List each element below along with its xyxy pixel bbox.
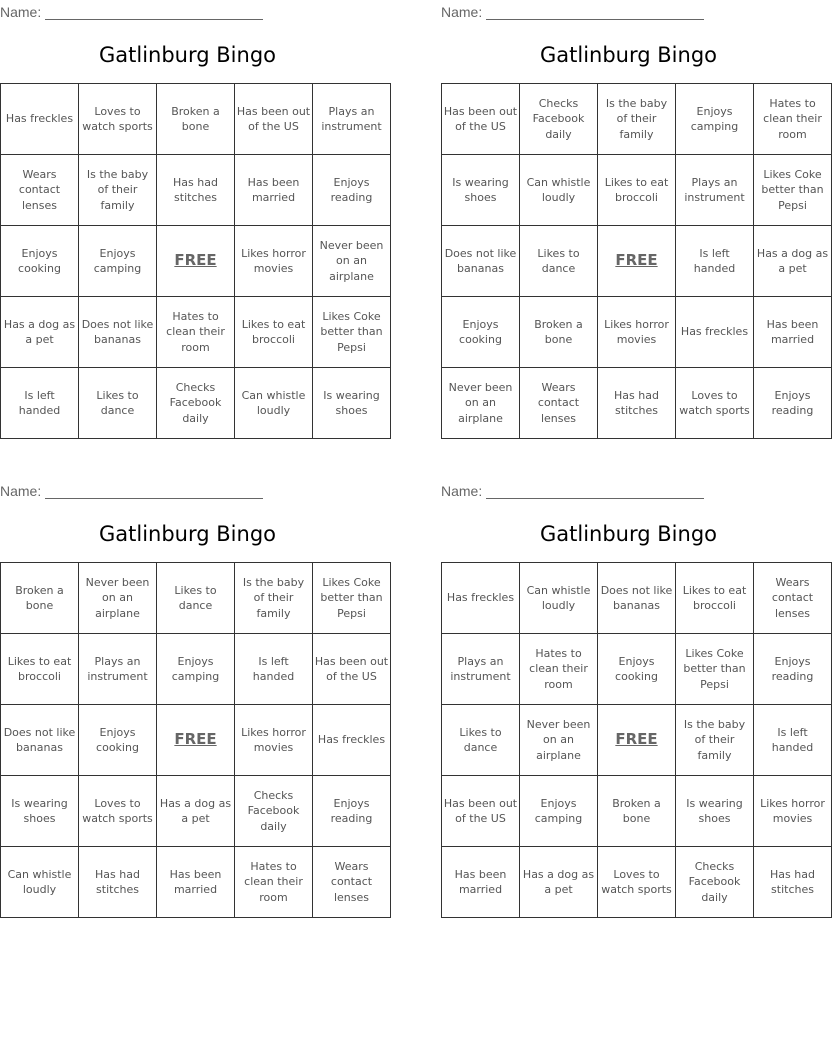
bingo-cell: Enjoys cooking	[442, 297, 520, 368]
bingo-cell: Can whistle loudly	[1, 847, 79, 918]
name-field	[0, 2, 263, 20]
bingo-cell: Loves to watch sports	[79, 776, 157, 847]
bingo-row	[442, 705, 832, 776]
bingo-cell: Broken a bone	[1, 563, 79, 634]
name-field	[0, 481, 263, 499]
name-label: Name:	[441, 4, 483, 20]
bingo-cell: Does not like bananas	[442, 226, 520, 297]
bingo-cell: Has a dog as a pet	[520, 847, 598, 918]
bingo-cell: Is the baby of their family	[79, 155, 157, 226]
bingo-cell: Likes horror movies	[235, 705, 313, 776]
bingo-cell: Has been married	[754, 297, 832, 368]
bingo-cell: Has freckles	[676, 297, 754, 368]
bingo-cell: Hates to clean their room	[520, 634, 598, 705]
bingo-cell: Can whistle loudly	[235, 368, 313, 439]
bingo-row	[442, 368, 832, 439]
bingo-cell: Has a dog as a pet	[1, 297, 79, 368]
bingo-cell: Enjoys reading	[313, 776, 391, 847]
bingo-cell: Checks Facebook daily	[676, 847, 754, 918]
card-title: Gatlinburg Bingo	[99, 522, 276, 546]
bingo-cell: Does not like bananas	[79, 297, 157, 368]
bingo-cell: Has been out of the US	[313, 634, 391, 705]
bingo-cell: Enjoys reading	[313, 155, 391, 226]
bingo-cell: Broken a bone	[598, 776, 676, 847]
bingo-row	[1, 368, 391, 439]
name-blank-line	[45, 4, 263, 20]
bingo-cell: Has been married	[235, 155, 313, 226]
bingo-row	[442, 634, 832, 705]
bingo-cell: Enjoys reading	[754, 634, 832, 705]
bingo-cell: Checks Facebook daily	[157, 368, 235, 439]
bingo-cell: Likes Coke better than Pepsi	[313, 297, 391, 368]
name-field	[441, 481, 704, 499]
bingo-cell: Likes Coke better than Pepsi	[754, 155, 832, 226]
bingo-cell: Has been out of the US	[442, 776, 520, 847]
bingo-cell: Never been on an airplane	[442, 368, 520, 439]
bingo-cell: Wears contact lenses	[1, 155, 79, 226]
bingo-cell: Checks Facebook daily	[520, 84, 598, 155]
card-title: Gatlinburg Bingo	[99, 43, 276, 67]
bingo-row	[1, 226, 391, 297]
bingo-cell: Is the baby of their family	[598, 84, 676, 155]
bingo-cell: Never been on an airplane	[520, 705, 598, 776]
bingo-cell: Has a dog as a pet	[754, 226, 832, 297]
bingo-cell: Is wearing shoes	[1, 776, 79, 847]
free-space-cell: FREE	[598, 226, 676, 297]
bingo-cell: Never been on an airplane	[79, 563, 157, 634]
bingo-row	[442, 847, 832, 918]
name-label: Name:	[0, 483, 42, 499]
free-space-cell: FREE	[598, 705, 676, 776]
bingo-card-3	[0, 479, 389, 919]
bingo-cell: Wears contact lenses	[313, 847, 391, 918]
bingo-cell: Plays an instrument	[676, 155, 754, 226]
bingo-cell: Has freckles	[1, 84, 79, 155]
bingo-row	[1, 84, 391, 155]
bingo-cell: Likes Coke better than Pepsi	[676, 634, 754, 705]
bingo-row	[1, 847, 391, 918]
bingo-cell: Likes Coke better than Pepsi	[313, 563, 391, 634]
bingo-cell: Wears contact lenses	[754, 563, 832, 634]
bingo-card-1	[0, 0, 384, 440]
bingo-cell: Has had stitches	[157, 155, 235, 226]
bingo-cell: Likes to dance	[79, 368, 157, 439]
name-blank-line	[45, 483, 263, 499]
bingo-cell: Wears contact lenses	[520, 368, 598, 439]
bingo-cell: Enjoys reading	[754, 368, 832, 439]
bingo-cell: Enjoys camping	[520, 776, 598, 847]
bingo-grid	[441, 83, 832, 439]
bingo-cell: Is left handed	[676, 226, 754, 297]
bingo-row	[1, 563, 391, 634]
bingo-cell: Is the baby of their family	[235, 563, 313, 634]
bingo-cell: Enjoys camping	[79, 226, 157, 297]
bingo-cell: Has freckles	[442, 563, 520, 634]
bingo-cell: Broken a bone	[520, 297, 598, 368]
bingo-cell: Has freckles	[313, 705, 391, 776]
bingo-cell: Is wearing shoes	[313, 368, 391, 439]
bingo-cell: Likes horror movies	[598, 297, 676, 368]
bingo-cell: Does not like bananas	[598, 563, 676, 634]
bingo-cell: Likes to eat broccoli	[235, 297, 313, 368]
bingo-row	[442, 155, 832, 226]
bingo-cell: Can whistle loudly	[520, 563, 598, 634]
bingo-cell: Likes to dance	[520, 226, 598, 297]
bingo-cell: Loves to watch sports	[676, 368, 754, 439]
bingo-cell: Is left handed	[1, 368, 79, 439]
bingo-cell: Has had stitches	[754, 847, 832, 918]
bingo-cell: Has been out of the US	[235, 84, 313, 155]
bingo-cell: Likes to eat broccoli	[676, 563, 754, 634]
bingo-cell: Is left handed	[754, 705, 832, 776]
bingo-cell: Is the baby of their family	[676, 705, 754, 776]
bingo-cell: Has been out of the US	[442, 84, 520, 155]
bingo-cell: Hates to clean their room	[754, 84, 832, 155]
bingo-card-2	[441, 0, 829, 440]
bingo-cell: Enjoys camping	[157, 634, 235, 705]
bingo-row	[1, 705, 391, 776]
bingo-cell: Likes to dance	[157, 563, 235, 634]
bingo-row	[442, 84, 832, 155]
bingo-cell: Hates to clean their room	[235, 847, 313, 918]
name-blank-line	[486, 483, 704, 499]
name-field	[441, 2, 704, 20]
bingo-cell: Loves to watch sports	[79, 84, 157, 155]
name-label: Name:	[0, 4, 42, 20]
bingo-row	[442, 297, 832, 368]
bingo-cell: Is left handed	[235, 634, 313, 705]
bingo-grid	[441, 562, 832, 918]
bingo-cell: Is wearing shoes	[676, 776, 754, 847]
bingo-cell: Likes to eat broccoli	[1, 634, 79, 705]
bingo-card-4	[441, 479, 825, 919]
bingo-cell: Has been married	[157, 847, 235, 918]
bingo-cell: Is wearing shoes	[442, 155, 520, 226]
bingo-cell: Likes horror movies	[235, 226, 313, 297]
bingo-grid	[0, 562, 391, 918]
bingo-cell: Plays an instrument	[79, 634, 157, 705]
bingo-cell: Enjoys cooking	[598, 634, 676, 705]
bingo-cell: Loves to watch sports	[598, 847, 676, 918]
bingo-row	[1, 297, 391, 368]
bingo-cell: Can whistle loudly	[520, 155, 598, 226]
bingo-cell: Likes to eat broccoli	[598, 155, 676, 226]
name-label: Name:	[441, 483, 483, 499]
bingo-grid	[0, 83, 391, 439]
card-title: Gatlinburg Bingo	[540, 43, 717, 67]
bingo-cell: Checks Facebook daily	[235, 776, 313, 847]
free-space-cell: FREE	[157, 705, 235, 776]
name-blank-line	[486, 4, 704, 20]
bingo-cell: Has been married	[442, 847, 520, 918]
bingo-cell: Has had stitches	[598, 368, 676, 439]
free-space-cell: FREE	[157, 226, 235, 297]
bingo-cell: Plays an instrument	[442, 634, 520, 705]
bingo-row	[1, 634, 391, 705]
bingo-row	[1, 776, 391, 847]
bingo-cell: Broken a bone	[157, 84, 235, 155]
bingo-cell: Has had stitches	[79, 847, 157, 918]
bingo-cell: Enjoys cooking	[79, 705, 157, 776]
bingo-row	[442, 226, 832, 297]
bingo-row	[1, 155, 391, 226]
card-title: Gatlinburg Bingo	[540, 522, 717, 546]
bingo-row	[442, 776, 832, 847]
bingo-cell: Likes horror movies	[754, 776, 832, 847]
bingo-cell: Plays an instrument	[313, 84, 391, 155]
bingo-cell: Does not like bananas	[1, 705, 79, 776]
bingo-cell: Enjoys cooking	[1, 226, 79, 297]
bingo-cell: Never been on an airplane	[313, 226, 391, 297]
bingo-cell: Has a dog as a pet	[157, 776, 235, 847]
bingo-cell: Enjoys camping	[676, 84, 754, 155]
bingo-cell: Hates to clean their room	[157, 297, 235, 368]
bingo-cell: Likes to dance	[442, 705, 520, 776]
bingo-row	[442, 563, 832, 634]
